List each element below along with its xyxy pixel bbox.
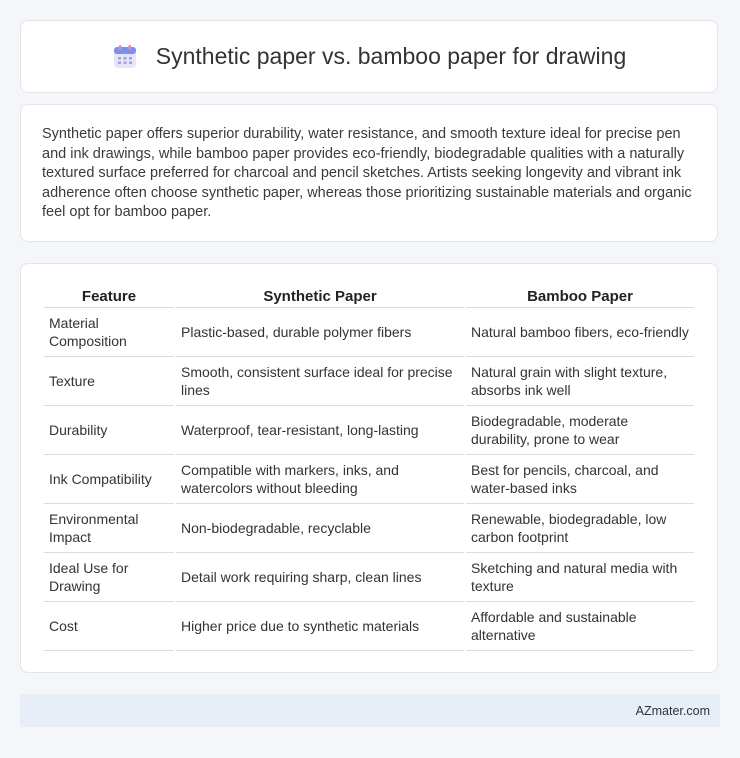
- feature-cell: Cost: [44, 602, 174, 651]
- synthetic-cell: Waterproof, tear-resistant, long-lasting: [176, 406, 464, 455]
- page-title: Synthetic paper vs. bamboo paper for drawing: [155, 43, 627, 69]
- bamboo-cell: Natural grain with slight texture, absorbs ink well: [466, 357, 694, 406]
- feature-cell: Ideal Use for Drawing: [44, 553, 174, 602]
- bamboo-cell: Biodegradable, moderate durability, prone to wear: [466, 406, 694, 455]
- synthetic-cell: Higher price due to synthetic materials: [176, 602, 464, 651]
- header-feature: Feature: [44, 282, 174, 308]
- bamboo-cell: Affordable and sustainable alternative: [466, 602, 694, 651]
- synthetic-cell: Compatible with markers, inks, and watercolors without bleeding: [176, 455, 464, 504]
- calendar-icon: [112, 44, 138, 70]
- feature-cell: Ink Compatibility: [44, 455, 174, 504]
- bamboo-cell: Renewable, biodegradable, low carbon footprint: [466, 504, 694, 553]
- table-header-row: [44, 282, 694, 308]
- footer: [20, 694, 720, 727]
- feature-cell: Texture: [44, 357, 174, 406]
- synthetic-cell: Plastic-based, durable polymer fibers: [176, 308, 464, 357]
- table-row: [44, 357, 694, 406]
- synthetic-cell: Detail work requiring sharp, clean lines: [176, 553, 464, 602]
- table-row: [44, 504, 694, 553]
- bamboo-cell: Natural bamboo fibers, eco-friendly: [466, 308, 694, 357]
- table-row: [44, 455, 694, 504]
- feature-cell: Durability: [44, 406, 174, 455]
- feature-cell: Environmental Impact: [44, 504, 174, 553]
- bamboo-cell: Best for pencils, charcoal, and water-based inks: [466, 455, 694, 504]
- synthetic-cell: Smooth, consistent surface ideal for precise lines: [176, 357, 464, 406]
- header-bamboo: Bamboo Paper: [466, 282, 694, 308]
- feature-cell: Material Composition: [44, 308, 174, 357]
- title-card: [20, 20, 718, 93]
- table-row: [44, 406, 694, 455]
- header-synthetic: Synthetic Paper: [176, 282, 464, 308]
- comparison-table-card: [20, 263, 718, 673]
- table-row: [44, 553, 694, 602]
- synthetic-cell: Non-biodegradable, recyclable: [176, 504, 464, 553]
- table-row: [44, 308, 694, 357]
- summary-card: [20, 104, 718, 242]
- summary-text: Synthetic paper offers superior durability, water resistance, and smooth texture ideal for precise pen and ink drawings, while bamboo paper provides eco-friendly, biodegradable qualities with a naturally textured surface preferred for charcoal and pencil sketches. Artists seeking longevity and vibrant ink adherence often choose synthetic paper, whereas those prioritizing sustainable materials and organic feel opt for bamboo paper.: [42, 126, 692, 220]
- bamboo-cell: Sketching and natural media with texture: [466, 553, 694, 602]
- comparison-table: [42, 282, 696, 651]
- table-row: [44, 602, 694, 651]
- footer-brand[interactable]: AZmater.com: [635, 703, 710, 718]
